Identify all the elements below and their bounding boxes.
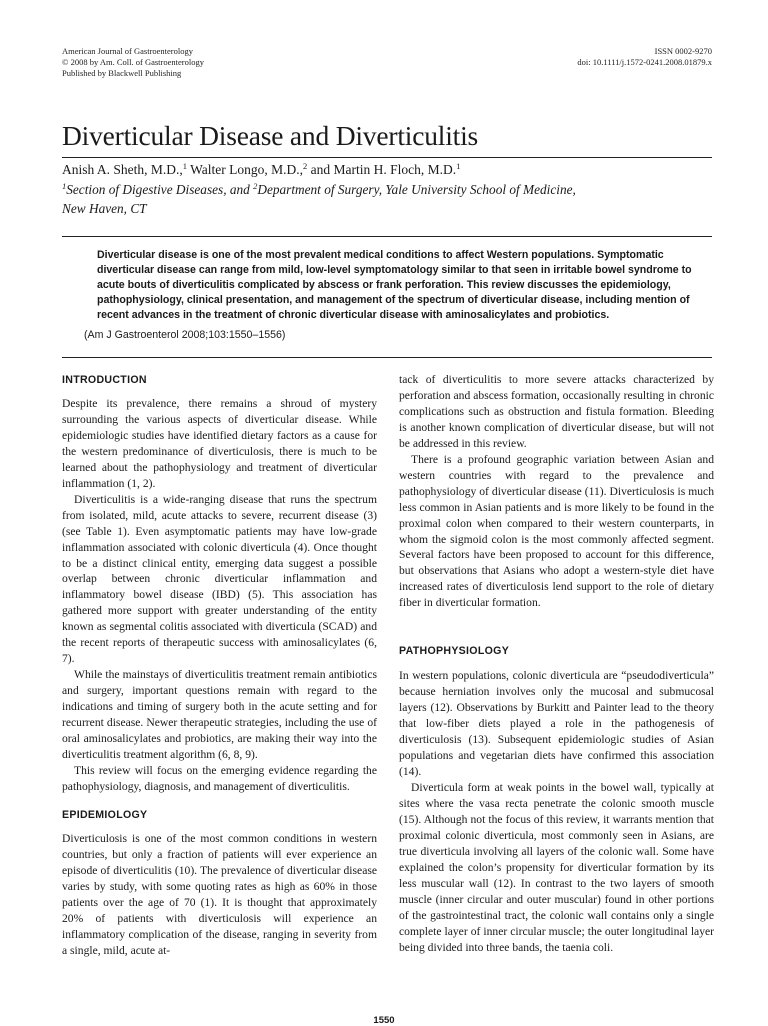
epidemiology-paragraph-1: Diverticulosis is one of the most common conditions in western countries, but only a fraction of patients will ever experience an episode of diverticulitis (10). The prevalence of diverticular disease varies by study, with some quoting rates as high as 60% in those patients over the age of 70 (1). It is thought that approximately 20% of patients with diverticulosis will experience an inflammatory complication of the disease, ranging in severity from a single, mild, acute at- [62, 831, 377, 957]
right-column [399, 372, 714, 955]
journal-header [62, 46, 204, 79]
pathophysiology-heading: PATHOPHYSIOLOGY [399, 645, 510, 658]
introduction-heading: INTRODUCTION [62, 374, 147, 386]
author-3: and Martin H. Floch, M.D. [307, 162, 457, 177]
affiliations [62, 180, 702, 218]
issn: ISSN 0002-9270 [654, 46, 712, 56]
author-2-affil: 2 [303, 161, 308, 171]
author-1-affil: 1 [182, 161, 188, 171]
copyright-line: © 2008 by Am. Coll. of Gastroenterology [62, 57, 204, 67]
author-1: Anish A. Sheth, M.D., [62, 162, 183, 177]
journal-name: American Journal of Gastroenterology [62, 46, 193, 56]
journal-ids [577, 46, 712, 68]
intro-paragraph-1: Despite its prevalence, there remains a shroud of mystery surrounding the various aspects of diverticular disease. While epidemiologic studies have identified dietary factors as a cause for the western predominance of diverticulosis, there is much to be learned about the pathophysiology and treatment of diverticular inflammation (1, 2). [62, 397, 377, 490]
abstract-bottom-rule [62, 357, 712, 358]
affil-2-marker: 2 [253, 181, 258, 191]
abstract: Diverticular disease is one of the most prevalent medical conditions to affect Western populations. Symptomatic diverticular disease can range from mild, low-level symptomatology similar to that seen in irritable bowel syndrome to acute bouts of diverticulitis complicated by abscess or frank perforation. This review discusses the epidemiology, pathophysiology, clinical presentation, and management of the spectrum of diverticular disease, including mention of recent advances in the treatment of chronic diverticular disease with aminosalicylates and probiotics. [97, 249, 692, 321]
article-title: Diverticular Disease and Diverticulitis [62, 120, 479, 151]
intro-paragraph-4: This review will focus on the emerging evidence regarding the pathophysiology, diagnosis, and management of diverticulitis. [62, 763, 377, 793]
epidemiology-paragraph-cont: tack of diverticulitis to more severe attacks characterized by perforation and abscess formation, occasionally resulting in chronic complications such as obstruction and fistula formation. Bleeding is another known complication of diverticular disease, but will not be addressed in this review. [399, 373, 714, 450]
intro-paragraph-3: While the mainstays of diverticulitis treatment remain antibiotics and surgery, important questions remain with regard to the indications and timing of surgery both in the acute setting and for recurrent disease. Newer therapeutic strategies, including the use of oral aminosalicylates and probiotics, are making their way into the diverticulitis treatment algorithm (6, 8, 9). [62, 668, 377, 761]
epidemiology-paragraph-2: There is a profound geographic variation between Asian and western countries with regard to the prevalence and pathophysiology of diverticular disease (11). Diverticulosis is much less common in Asian patients and is more likely to be found in the proximal colon when compared to their western counterparts, in whom the sigmoid colon is the most commonly affected segment. Several factors have been proposed to account for this difference, but observations that Asians who adopt a western-style diet have increased rates of diverticulosis lend support to the role of dietary fiber in diverticular formation. [399, 452, 714, 610]
citation: (Am J Gastroenterol 2008;103:1550–1556) [84, 329, 286, 341]
page-number: 1550 [373, 1015, 395, 1026]
doi: doi: 10.1111/j.1572-0241.2008.01879.x [577, 57, 712, 67]
author-list [62, 162, 460, 178]
affil-2: Department of Surgery, Yale University School of Medicine, [257, 182, 576, 197]
pathophysiology-paragraph-1: In western populations, colonic diverticula are “pseudodiverticula” because herniation involves only the mucosal and submucosal layers (12). Observations by Burkitt and Painter lead to the theory that low-fiber diets played a role in the pathogenesis of diverticulosis (13). Subsequent epidemiologic studies of Asian populations and vegetarian diets have confirmed this association (14). [399, 669, 714, 779]
intro-paragraph-2: Diverticulitis is a wide-ranging disease that runs the spectrum from isolated, mild, acute attacks to severe, recurrent disease (3) (see Table 1). Even asymptomatic patients may have low-grade inflammation associated with colonic diverticula (4). Once thought to be a distinct clinical entity, emerging data suggest a possible overlap between chronic diverticular inflammation and inflammatory bowel disease (IBD) (5). This association has gathered more support with greater understanding of the entity known as segmental colitis associated with diverticula (SCAD) and the recent reports of therapeutic success with aminosalicylates (6, 7). [62, 492, 377, 666]
left-column [62, 372, 377, 958]
epidemiology-heading: EPIDEMIOLOGY [62, 808, 148, 821]
affil-1: Section of Digestive Diseases, and [66, 182, 254, 197]
title-divider [62, 157, 712, 158]
author-2: Walter Longo, M.D., [187, 162, 304, 177]
author-3-affil: 1 [456, 161, 461, 171]
affil-location: New Haven, CT [62, 201, 147, 216]
publisher-line: Published by Blackwell Publishing [62, 68, 182, 78]
affil-1-marker: 1 [62, 181, 67, 191]
pathophysiology-paragraph-2: Diverticula form at weak points in the bowel wall, typically at sites where the vasa recta penetrate the colonic smooth muscle (15). Although not the focus of this review, it warrants mention that proximal colonic diverticula, most commonly seen in Asians, are true diverticula involving all layers of the colonic wall. Some have explained the colon’s propensity for diverticular formation by its less muscular wall (12). In contrast to the two layers of smooth muscle (inner circular and outer muscular) found in other portions of the gastrointestinal tract, the colonic wall contains only a single complete layer of inner circular muscle; the outer longitudinal layer being divided into three bands, the taenia coli. [399, 780, 714, 954]
abstract-top-rule [62, 236, 712, 237]
